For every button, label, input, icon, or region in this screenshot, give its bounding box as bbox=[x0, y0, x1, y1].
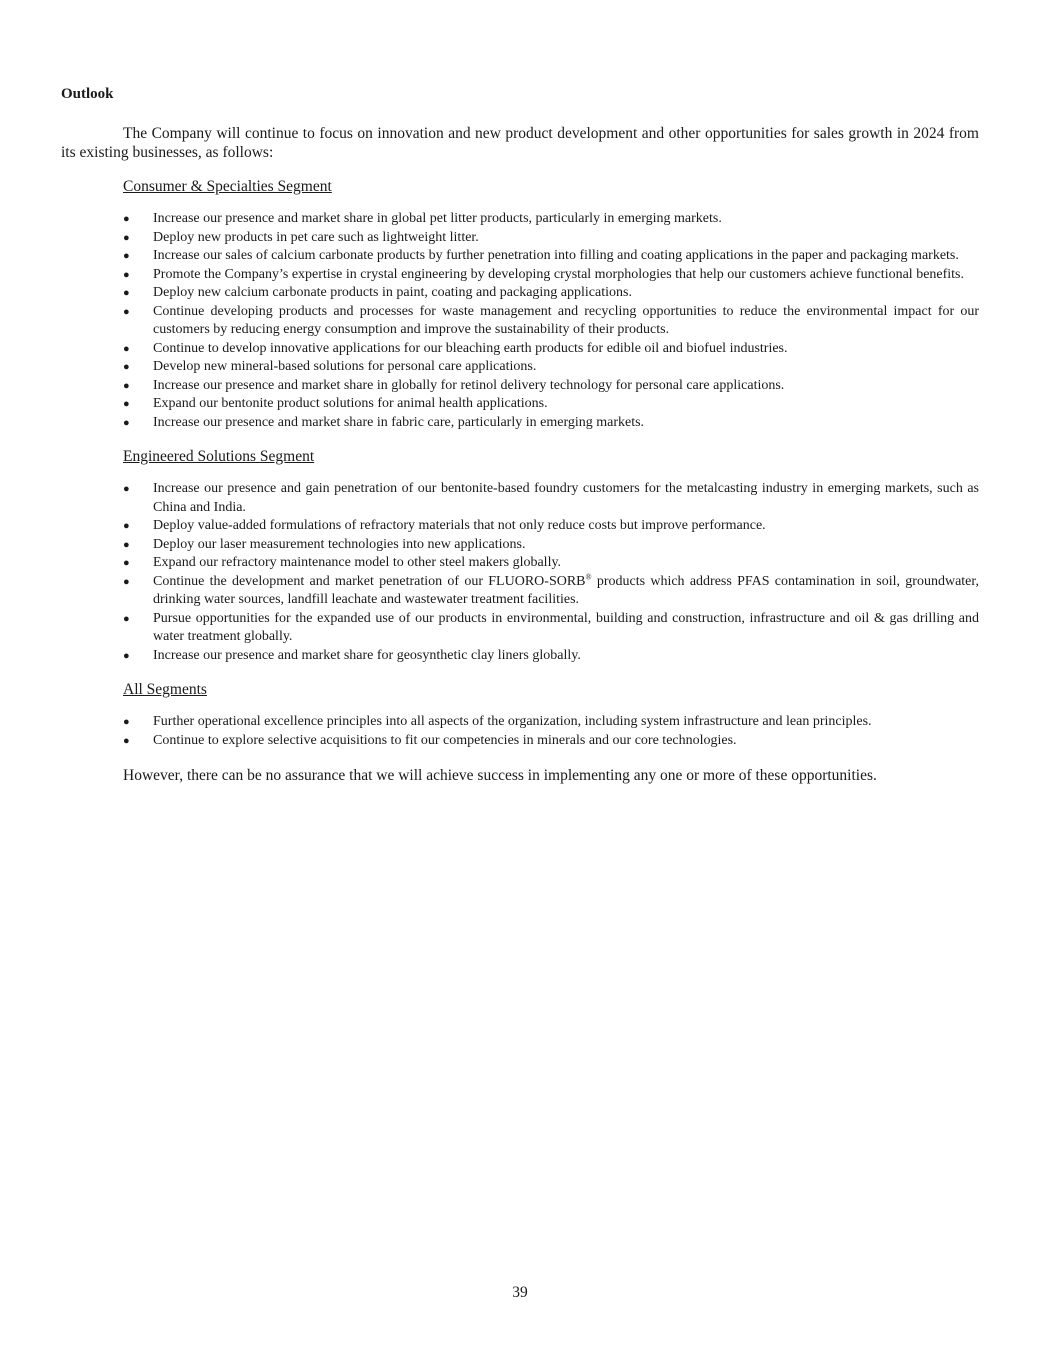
list-item bbox=[123, 647, 979, 666]
segment-all-segments bbox=[61, 680, 979, 750]
bullet-list bbox=[123, 480, 979, 665]
list-item bbox=[123, 480, 979, 517]
intro-paragraph: The Company will continue to focus on innovation and new product development and other opportunities for sales growth in 2024 from its existing businesses, as follows: bbox=[61, 125, 979, 161]
bullet-icon: ● bbox=[123, 416, 130, 429]
list-item bbox=[123, 266, 979, 285]
bullet-icon: ● bbox=[123, 557, 130, 569]
bullet-icon: ● bbox=[123, 520, 130, 532]
list-item-text: Deploy new calcium carbonate products in paint, coating and packaging applications. bbox=[153, 285, 632, 300]
segment-engineered-solutions bbox=[61, 447, 979, 665]
section-heading: Outlook bbox=[61, 86, 114, 102]
list-item bbox=[123, 395, 979, 414]
list-item bbox=[123, 358, 979, 377]
list-item-text: Increase our presence and market share in global pet litter products, particularly in emerging markets. bbox=[153, 211, 722, 226]
list-item-text: Increase our sales of calcium carbonate products by further penetration into filling and coating applications in the paper and packaging markets. bbox=[153, 248, 959, 263]
bullet-icon: ● bbox=[123, 575, 130, 588]
list-item-text: Continue to develop innovative applications for our bleaching earth products for edible oil and biofuel industries. bbox=[153, 340, 788, 356]
list-item-text: Pursue opportunities for the expanded use of our products in environmental, building and construction, infrastructure and oil & gas drilling and water treatment globally. bbox=[153, 610, 979, 644]
bullet-icon: ● bbox=[123, 250, 130, 262]
bullet-icon: ● bbox=[123, 612, 130, 625]
bullet-icon: ● bbox=[123, 213, 130, 225]
segment-title: Engineered Solutions Segment bbox=[123, 448, 315, 465]
list-item-text: Increase our presence and market share in globally for retinol delivery technology for personal care applications. bbox=[153, 377, 785, 393]
bullet-icon: ● bbox=[123, 379, 130, 392]
list-item-text: Further operational excellence principles into all aspects of the organization, including system infrastructure and lean principles. bbox=[153, 714, 872, 729]
list-item bbox=[123, 377, 979, 396]
segment-consumer-specialties bbox=[61, 177, 979, 432]
list-item bbox=[123, 732, 979, 751]
list-item-text: Develop new mineral-based solutions for personal care applications. bbox=[153, 359, 537, 374]
page-number: 39 bbox=[512, 1284, 528, 1301]
bullet-list bbox=[123, 210, 979, 432]
bullet-icon: ● bbox=[123, 538, 130, 551]
list-item-text: Deploy value-added formulations of refractory materials that not only reduce costs but improve performance. bbox=[153, 518, 766, 533]
bullet-icon: ● bbox=[123, 231, 130, 244]
list-item-text: Deploy our laser measurement technologies into new applications. bbox=[153, 536, 526, 552]
list-item-text: Increase our presence and gain penetration of our bentonite-based foundry customers for the metalcasting industry in emerging markets, such as China and India. bbox=[153, 481, 979, 515]
list-item bbox=[123, 340, 979, 359]
list-item bbox=[123, 284, 979, 303]
list-item bbox=[123, 303, 979, 340]
bullet-icon: ● bbox=[123, 305, 130, 318]
bullet-icon: ● bbox=[123, 287, 130, 299]
list-item bbox=[123, 517, 979, 536]
list-item bbox=[123, 536, 979, 555]
list-item bbox=[123, 414, 979, 433]
list-item-text: Promote the Company’s expertise in crystal engineering by developing crystal morphologies that help our customers achieve functional benefits. bbox=[153, 266, 965, 282]
list-item-text: Deploy new products in pet care such as lightweight litter. bbox=[153, 229, 479, 245]
list-item-text: Continue the development and market penetration of our FLUORO-SORB® products which address PFAS contamination in soil, groundwater, drinking water sources, landfill leachate and wastewater treatment facilities. bbox=[153, 571, 979, 607]
list-item bbox=[123, 229, 979, 248]
document-page bbox=[61, 84, 979, 785]
list-item-text: Continue to explore selective acquisitions to fit our competencies in minerals and our core technologies. bbox=[153, 732, 737, 748]
list-item-text: Increase our presence and market share in fabric care, particularly in emerging markets. bbox=[153, 414, 645, 430]
bullet-icon: ● bbox=[123, 268, 130, 281]
bullet-icon: ● bbox=[123, 361, 130, 373]
segment-title: All Segments bbox=[123, 681, 207, 698]
bullet-icon: ● bbox=[123, 649, 130, 662]
list-item-text: Continue developing products and processes for waste management and recycling opportunities to reduce the environmental impact for our customers by reducing energy consumption and improve the sustainability of their products. bbox=[153, 303, 979, 337]
list-item bbox=[123, 573, 979, 610]
closing-paragraph: However, there can be no assurance that we will achieve success in implementing any one or more of these opportunities. bbox=[123, 767, 877, 784]
list-item-text: Expand our bentonite product solutions for animal health applications. bbox=[153, 396, 548, 411]
list-item-text: Expand our refractory maintenance model to other steel makers globally. bbox=[153, 555, 562, 570]
list-item bbox=[123, 610, 979, 647]
segment-title: Consumer & Specialties Segment bbox=[123, 178, 332, 195]
list-item bbox=[123, 554, 979, 573]
bullet-icon: ● bbox=[123, 483, 130, 495]
bullet-icon: ● bbox=[123, 734, 130, 747]
list-item bbox=[123, 247, 979, 266]
list-item-text: Increase our presence and market share for geosynthetic clay liners globally. bbox=[153, 647, 581, 663]
bullet-icon: ● bbox=[123, 398, 130, 410]
list-item bbox=[123, 210, 979, 229]
bullet-icon: ● bbox=[123, 342, 130, 355]
bullet-list bbox=[123, 713, 979, 750]
list-item bbox=[123, 713, 979, 732]
bullet-icon: ● bbox=[123, 716, 130, 728]
